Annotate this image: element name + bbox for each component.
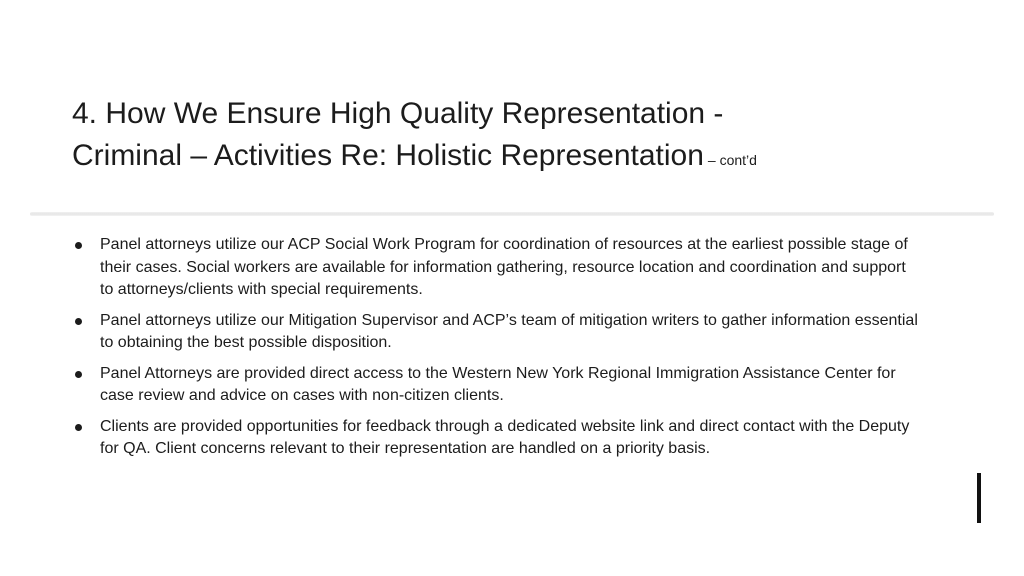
bullet-item — [72, 234, 922, 302]
bullet-dot-icon — [75, 424, 82, 431]
title-line-2: Criminal – Activities Re: Holistic Representation — [72, 139, 704, 172]
bullet-list — [72, 234, 922, 469]
decorative-accent-bar — [977, 473, 981, 523]
title-divider — [30, 212, 994, 216]
bullet-text: Panel attorneys utilize our Mitigation Supervisor and ACP’s team of mitigation writers to gather information essential to obtaining the best possible disposition. — [100, 311, 918, 351]
bullet-item — [72, 310, 922, 355]
bullet-text: Panel Attorneys are provided direct access to the Western New York Regional Immigration Assistance Center for case review and advice on cases with non-citizen clients. — [100, 364, 896, 404]
slide-title — [72, 93, 972, 177]
title-line-1: 4. How We Ensure High Quality Representation - — [72, 97, 724, 130]
bullet-dot-icon — [75, 371, 82, 378]
bullet-dot-icon — [75, 242, 82, 249]
bullet-dot-icon — [75, 318, 82, 325]
bullet-text: Panel attorneys utilize our ACP Social Work Program for coordination of resources at the earliest possible stage of their cases. Social workers are available for information gathering, resource location and coordination and support to attorneys/clients with special requirements. — [100, 236, 908, 298]
bullet-text: Clients are provided opportunities for feedback through a dedicated website link and direct contact with the Deputy for QA. Client concerns relevant to their representation are handled on a priority basis. — [100, 417, 910, 457]
bullet-item — [72, 416, 922, 461]
bullet-item — [72, 363, 922, 408]
title-suffix: – cont’d — [707, 152, 757, 168]
